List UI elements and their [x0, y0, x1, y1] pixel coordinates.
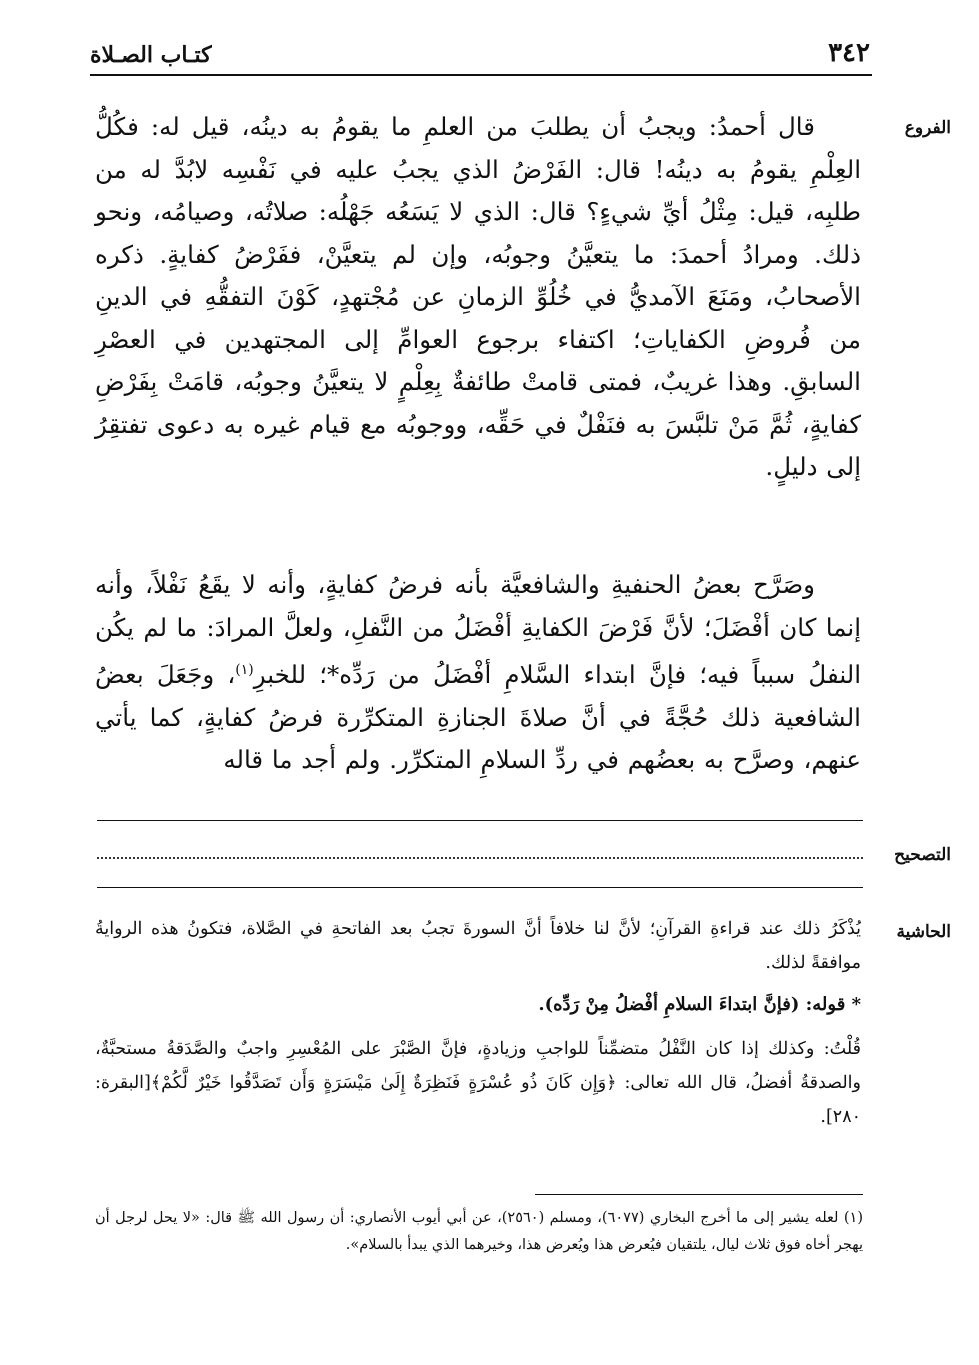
main-paragraph-2: [95, 564, 861, 782]
hashia-paragraph-1: يُذْكَرُ ذلك عند قراءةِ القرآنِ؛ لأنَّ لنا خلافاً أنَّ السورةَ تجبُ بعد الفاتحةِ في الصَّلاة، فتكونُ هذه الروايةُ موافقةً لذلك.: [95, 919, 861, 973]
header-rule: [90, 74, 872, 76]
footnote-rule: [535, 1194, 863, 1195]
hashia-block: [95, 912, 861, 1134]
main-paragraph-1: قال أحمدُ: ويجبُ أن يطلبَ من العلمِ ما يقومُ به دينُه، قيل له: فكُلُّ العِلْمِ يقومُ به دينُه! قال: الفَرْضُ الذي يجبُ عليه في نَفْسِه لابُدَّ له من طلبِه، قيل: مِثْلُ أيِّ شيءٍ؟ قال: الذي لا يَسَعُه جَهْلُه: صلاتُه، وصيامُه، ونحو ذلك. ومرادُ أحمدَ: ما يتعيَّنُ وجوبُه، وإن لم يتعيَّنْ، ففَرْضُ كفايةٍ. ذكره الأصحابُ، ومَنَعَ الآمديُّ في خُلُوِّ الزمانِ عن مُجْتهدٍ، كَوْنَ التفقُّهِ في الدينِ من فُروضِ الكفاياتِ؛ اكتفاء برجوع العوامِّ إلى المجتهدين في العصْرِ السابقِ. وهذا غريبٌ، فمتى قامتْ طائفةٌ بِعِلْمٍ لا يتعيَّنُ وجوبُه، قامَتْ بِفَرْضِ كفايةٍ، ثُمَّ مَنْ تلبَّسَ به فنَفْلٌ في حَقِّه، ووجوبُه مع قيام غيره به دعوى تفتقِرُ إلى دليلٍ.: [95, 112, 861, 481]
page-header: [90, 38, 870, 74]
tashih-top-rule: [97, 820, 863, 821]
tashih-dotted-line: [97, 843, 863, 859]
section-label-hashia: الحاشية: [896, 922, 951, 942]
section-label-tashih: التصحيح: [894, 845, 951, 865]
main-text-2: [95, 564, 861, 782]
section-label-furu: الفروع: [904, 118, 951, 138]
main-paragraph-2-part-b: ، وجَعَلَ بعضُ الشافعية ذلك حُجَّةً في أنَّ صلاةَ الجنازةِ المتكرِّرة فرضُ كفايةٍ، كما يأتي عنهم، وصرَّح به بعضُهم في ردِّ السلامِ المتكرِّر. ولم أجد ما قاله: [95, 660, 861, 775]
hashia-paragraph-2: قُلْتُ: وكذلك إذا كان النَّفْلُ متضمِّناً للواجبِ وزيادةٍ، فإنَّ الصَّبْرَ على المُعْسِرِ واجبٌ والصَّدَقةُ مستحبَّةٌ، والصدقةُ أفضلُ، قال الله تعالى: ﴿وَإِن كَانَ ذُو عُسْرَةٍ فَنَظِرَةٌ إِلَىٰ مَيْسَرَةٍ وَأَن تَصَدَّقُوا خَيْرٌ لَّكُمْ﴾[البقرة: ٢٨٠].: [95, 1039, 861, 1127]
hashia-quote: * قوله: (فإنَّ ابتداءَ السلامِ أفْضلُ مِنْ رَدِّه).: [538, 994, 861, 1015]
footnote-text: (١) لعله يشير إلى ما أخرج البخاري (٦٠٧٧)، ومسلم (٢٥٦٠)، عن أبي أيوب الأنصاري: أن رسول الله ﷺ قال: «لا يحل لرجل أن يهجر أخاه فوق ثلاث ليال، يلتقيان فيُعرض هذا ويُعرض هذا، وخيرهما الذي يبدأ بالسلام».: [95, 1210, 863, 1253]
footnote-marker: (١): [235, 662, 254, 678]
page-number: ٣٤٢: [828, 38, 870, 68]
footnote-block: [95, 1205, 863, 1259]
main-text: [95, 106, 861, 489]
main-paragraph-2-part-a: وصَرَّح بعضُ الحنفيةِ والشافعيَّة بأنه فرضُ كفايةٍ، وأنه لا يقَعُ نَفْلاً، وأنه إنما كان أفْضَلَ؛ لأنَّ فَرْضَ الكفايةِ أفْضَلُ من النَّفلِ، ولعلَّ المرادَ: ما لم يكُن النفلُ سبباً فيه؛ فإنَّ ابتداء السَّلامِ أفْضَلُ من رَدِّه*؛ للخبرِ: [95, 570, 861, 690]
book-title: كتـاب الصـلاة: [90, 42, 212, 68]
tashih-bottom-rule: [97, 887, 863, 888]
